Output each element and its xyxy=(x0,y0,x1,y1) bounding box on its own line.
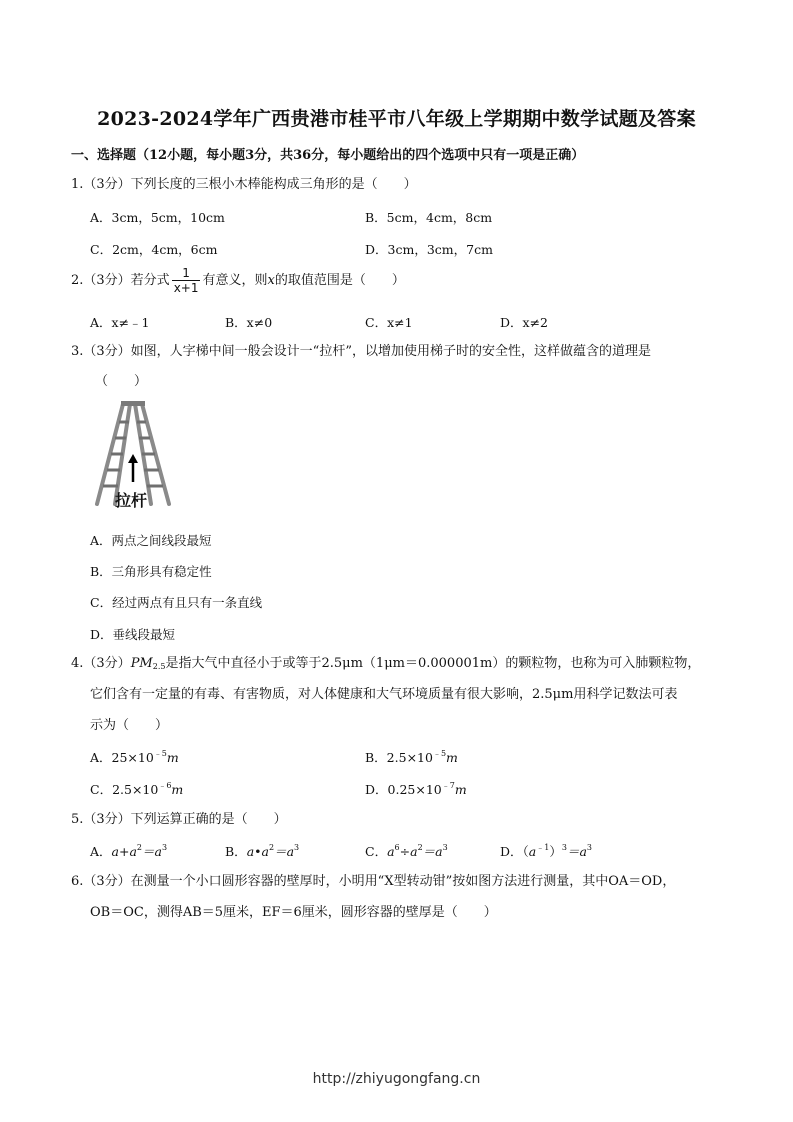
footer-url: http://zhiyugongfang.cn xyxy=(312,1071,481,1087)
question-3-stem-answer-bracket: （ ） xyxy=(95,374,148,389)
q5-option-a-term-2: +a xyxy=(118,844,137,859)
q5-option-b-result: ＝a xyxy=(274,844,295,859)
q5-option-d-exp-3: 3 xyxy=(586,843,592,852)
q2-option-a: A．x≠﹣1 xyxy=(90,315,150,330)
q2-fraction-numerator: 1 xyxy=(172,266,201,281)
q5-option-d-exp-1: ﹣1 xyxy=(536,843,550,852)
q5-option-d-result: ＝a xyxy=(566,844,587,859)
q3-option-c: C．经过两点有且只有一条直线 xyxy=(90,595,263,610)
q4-option-d-unit: m xyxy=(454,782,467,797)
q5-option-d-letter: D．（ xyxy=(500,844,529,859)
q5-option-d xyxy=(500,842,592,860)
q4-option-c-unit: m xyxy=(171,782,184,797)
q5-option-b xyxy=(225,842,299,860)
q5-option-c-term-2: ÷a xyxy=(399,844,418,859)
q1-option-d: D．3cm，3cm，7cm xyxy=(365,242,493,257)
q4-line-1-text: 是指大气中直径小于或等于2.5μm（1μm＝0.000001m）的颗粒物，也称为可入肺颗粒物， xyxy=(165,656,701,671)
q4-option-b-unit: m xyxy=(446,750,458,765)
q2-variable: x xyxy=(267,273,275,288)
q5-option-a-result: ＝a xyxy=(142,844,162,859)
question-6-line-2: OB＝OC，测得AB＝5厘米，EF＝6厘米，圆形容器的壁厚是（ ） xyxy=(90,905,497,920)
q1-option-a: A．3cm，5cm，10cm xyxy=(90,210,225,225)
q5-option-c-exp-1: 6 xyxy=(394,843,400,852)
q4-number: 4.（3分） xyxy=(71,656,131,671)
question-3-stem: 3.（3分）如图，人字梯中间一般会设计一“拉杆”，以增加使用梯子时的安全性，这样做蕴含的道理是 xyxy=(71,344,651,359)
q5-option-a xyxy=(90,842,167,860)
q1-option-b: B．5cm，4cm，8cm xyxy=(365,210,493,225)
q5-option-b-letter: B． xyxy=(225,844,247,859)
q2-option-b: B．x≠0 xyxy=(225,315,273,330)
q4-option-c xyxy=(90,780,183,798)
q4-option-d-exponent: ﹣7 xyxy=(441,781,455,790)
question-4-line-2: 它们含有一定量的有毒、有害物质，对人体健康和大气环境质量有很大影响，2.5μm用科学记数法可表 xyxy=(90,687,678,702)
q4-option-a-unit: m xyxy=(166,750,179,765)
q1-option-c: C．2cm，4cm，6cm xyxy=(90,242,218,257)
q5-option-d-bracket: ） xyxy=(549,844,562,859)
q5-option-b-term-1: a•a xyxy=(246,844,269,859)
q5-option-a-exp-2: 2 xyxy=(136,843,143,852)
q3-option-b: B．三角形具有稳定性 xyxy=(90,564,212,579)
arrow-up-icon xyxy=(128,454,138,482)
q3-option-d: D．垂线段最短 xyxy=(90,627,176,642)
q2-stem-part-b: 有意义，则 xyxy=(202,273,268,288)
question-4-line-1 xyxy=(71,655,700,676)
q4-option-a-base: A．25×10 xyxy=(90,750,154,765)
q5-option-b-exp-3: 3 xyxy=(294,843,300,852)
q2-option-d: D．x≠2 xyxy=(500,315,548,330)
q5-option-d-exp-2: 3 xyxy=(561,843,567,852)
q2-stem-part-c: 的取值范围是（ ） xyxy=(274,273,405,288)
q2-fraction-denominator: x+1 xyxy=(173,281,199,295)
q2-fraction xyxy=(172,266,201,295)
question-6-line-1: 6.（3分）在测量一个小口圆形容器的壁厚时，小明用“X型转动钳”按如图方法进行测量，其中OA＝OD， xyxy=(71,874,676,889)
question-4-line-3: 示为（ ） xyxy=(90,718,169,733)
q5-option-b-exp-1: 2 xyxy=(268,843,275,852)
q4-option-b-exponent: ﹣5 xyxy=(432,749,447,758)
question-5-stem: 5.（3分）下列运算正确的是（ ） xyxy=(71,812,287,827)
section-heading: 一、选择题（12小题，每小题3分，共36分，每小题给出的四个选项中只有一项是正确） xyxy=(71,148,585,163)
q4-option-c-exponent: ﹣6 xyxy=(158,781,172,790)
q4-option-b-base: B．2.5×10 xyxy=(365,750,433,765)
q4-option-d xyxy=(365,780,467,798)
q4-option-d-base: D．0.25×10 xyxy=(365,782,442,797)
q4-pm: PM xyxy=(130,656,153,671)
q5-option-c-term-1: a xyxy=(387,844,395,859)
q5-option-a-term-1: a xyxy=(111,844,119,859)
q5-option-a-exp-3: 3 xyxy=(161,843,168,852)
q4-option-c-base: C．2.5×10 xyxy=(90,782,159,797)
q2-stem-part-a: 2.（3分）若分式 xyxy=(71,273,170,288)
q4-option-b xyxy=(365,748,458,766)
q5-option-c-letter: C． xyxy=(365,844,388,859)
q5-option-c-result: ＝a xyxy=(422,844,443,859)
q4-option-a xyxy=(90,748,179,766)
q3-option-a: A．两点之间线段最短 xyxy=(90,533,212,548)
page-title: 2023-2024学年广西贵港市桂平市八年级上学期期中数学试题及答案 xyxy=(97,108,696,130)
q4-option-a-exponent: ﹣5 xyxy=(153,749,167,758)
q5-option-d-term-1: a xyxy=(528,844,537,859)
q5-option-a-letter: A． xyxy=(90,844,112,859)
question-1-stem: 1.（3分）下列长度的三根小木棒能构成三角形的是（ ） xyxy=(71,177,417,192)
q4-pm-subscript: 2.5 xyxy=(152,662,166,671)
question-2-stem xyxy=(71,266,405,295)
q2-option-c: C．x≠1 xyxy=(365,315,413,330)
ladder-figure-label: 拉杆 xyxy=(115,491,148,510)
q5-option-c xyxy=(365,842,448,860)
q5-option-c-exp-3: 3 xyxy=(442,843,448,852)
q5-option-c-exp-2: 2 xyxy=(417,843,423,852)
